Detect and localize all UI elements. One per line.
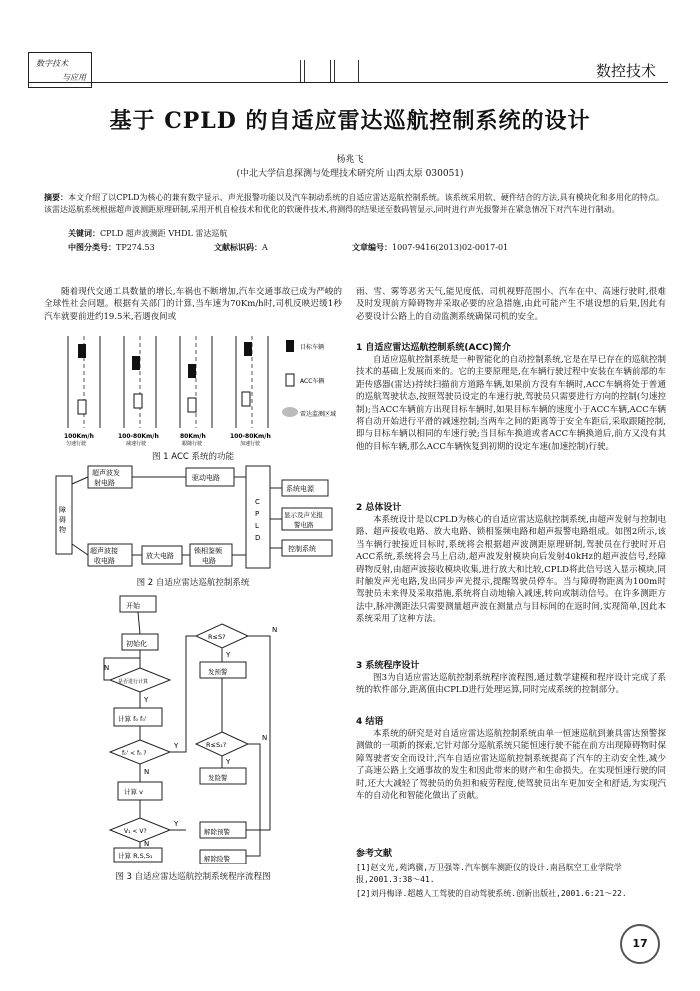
fig2-obstacle-3: 物: [59, 526, 66, 534]
journal-name-line1: 数字技术: [36, 59, 68, 68]
header-rule: [28, 82, 668, 83]
fig1-speed-3: 80Km/h: [180, 433, 206, 440]
abstract-text: 本文介绍了以CPLD为核心的兼有数字显示、声光报警功能以及汽车制动系统的自适应雷达巡航控制系统。该系统采用软、硬件结合的方法,具有模块化和多用化的特点。该雷达巡航系统根据超声波测距原理研制,采用开机自检技术和优化的软硬件技术,将测得的结果送至数码管显示,同时进行声光报警并在紧急情况下对汽车进行制动。: [44, 193, 664, 214]
fig3-yes-4: Y: [226, 651, 231, 659]
fig3-cond-f: f₀' < f₀ ?: [122, 750, 147, 757]
page-number: 17: [620, 924, 660, 964]
fig1-speed-4: 100-80Km/h: [230, 433, 271, 440]
abstract: [44, 192, 664, 215]
fig3-start: 开始: [126, 602, 140, 610]
fig3-cond-receive: 是否进行计算: [118, 679, 149, 685]
sec4-text: 本系统的研究是对自适应雷达巡航控制系统由单一恒速巡航到兼具雷达预警探测做的一项新的探索,它针对部分巡航系统只能恒速行驶不能在前方出现障碍物时保障驾驶者安全而设计,汽车自适应雷达巡航控制系统提高了汽车的主动安全性,减少了高速公路上交通事故的发生和因此带来的财产和生命损失。在实现恒速行驶的同时,还大大减轻了驾驶员的负担和疲劳程度,使驾驶员出车更加安全和舒适,为实现汽车的自动化和智能化做出了贡献。: [356, 729, 666, 802]
fig1-mode-4: 加速行驶: [240, 441, 261, 446]
fig3-no-1: N: [104, 664, 110, 672]
fig1-caption: 图 1 ACC 系统的功能: [151, 452, 235, 462]
fig3-yes-1: Y: [144, 696, 149, 704]
keywords-label: 关键词：: [68, 229, 100, 238]
sec1-heading: 1 自适应雷达巡航控制系统(ACC)简介: [356, 343, 511, 353]
fig3-cond-s1: R≤S?: [208, 633, 226, 641]
fig2-cpld-l: L: [255, 522, 259, 530]
fig2-rx-2: 收电路: [94, 557, 115, 565]
fig3-yes-3: Y: [174, 820, 179, 828]
fig2-tx-1: 超声波发: [92, 469, 120, 477]
keywords: [68, 228, 227, 239]
fig2-drive: 驱动电路: [192, 474, 220, 482]
fig2-display-2: 警电路: [294, 521, 314, 529]
intro-continued: 雨、雪、雾等恶劣天气,能见度低、司机视野范围小、汽车在中、高速行驶时,很难及时发现前方障碍物并采取必要的应急措施,由此可能产生不堪设想的后果,因此有必要设计公路上的自动监测系统确保司机的安全。: [356, 287, 666, 322]
sec3-heading: 3 系统程序设计: [356, 661, 420, 671]
fig3-yes-5: Y: [226, 758, 231, 766]
journal-category: 数控技术: [595, 62, 656, 80]
fig2-obstacle-1: 障: [59, 506, 66, 514]
journal-name-line2: 与应用: [62, 73, 86, 82]
abstract-label: 摘要：: [44, 193, 69, 202]
fig2-obstacle-2: 碍: [59, 516, 66, 524]
fig3-no-3: N: [144, 840, 150, 848]
fig2-caption: 图 2 自适应雷达巡航控制系统: [136, 578, 250, 588]
fig2-power: 系统电源: [286, 485, 314, 493]
fig3-clear-pre: 解除预警: [204, 828, 230, 836]
fig1-legend-target: 目标车辆: [300, 344, 325, 351]
fig2-amp: 放大电路: [146, 552, 174, 560]
clc-number: 中图分类号：TP274.53: [68, 243, 155, 252]
fig3-clear-danger: 解除险警: [204, 855, 230, 863]
fig3-flowchart: [100, 594, 310, 864]
fig2-block-diagram: [54, 464, 344, 572]
fig3-calc-f: 计算 f₀ f₀': [118, 715, 147, 723]
fig2-rx-1: 超声波接: [90, 547, 118, 555]
article-number: 文章编号：1007-9416(2013)02-0017-01: [352, 243, 509, 252]
doc-code: 文献标识码：A: [214, 243, 268, 252]
intro-paragraph: 随着现代交通工具数量的增长,车祸也不断增加,汽车交通事故已成为严峻的全球性社会问题。根据有关部门的计算,当车速为70Km/h时,司机反映迟缓1秒汽车就要前进约19.5米,若遇夜间或: [44, 287, 342, 322]
fig2-tx-2: 射电路: [94, 479, 115, 487]
fig3-no-2: N: [144, 768, 150, 776]
fig3-init: 初始化: [126, 640, 147, 648]
fig3-cond-s2: R≤S₁?: [206, 741, 227, 749]
fig2-cpld-d: D: [255, 534, 261, 542]
fig1-mode-2: 减速行驶: [126, 441, 147, 446]
reference-1: [1]赵文光,苑鸿骥,万卫强等.汽车倒车测距仪的设计.南昌航空工业学院学报,2001.3:38～41.: [356, 863, 622, 884]
author: 杨兆飞: [336, 155, 364, 165]
fig1-mode-1: 匀速行驶: [66, 441, 87, 446]
fig3-danger: 发险警: [208, 774, 228, 782]
fig2-cpld-c: C: [255, 498, 260, 506]
paper-title: 基于 CPLD 的自适应雷达巡航控制系统的设计: [109, 108, 591, 134]
fig1-speed-1: 100Km/h: [64, 433, 94, 440]
fig3-no-4: N: [272, 626, 278, 634]
keywords-text: CPLD 超声波测距 VHDL 雷达巡航: [100, 229, 228, 238]
sec2-text: 本系统设计是以CPLD为核心的自适应雷达巡航控制系统,由超声发射与控制电路、超声接收电路、放大电路、锁相鉴频电路和超声报警电路组成。如图2所示,该当车辆行驶接近目标时,系统将会根据超声波测距原理研制,驾驶员在行驶时开启ACC系统,系统将会马上启动,超声波发射模块向后发射40kHz的超声波信号,经障碍物反射,由超声波接收模块收集,进行放大和比较,CPLD将此信号送入显示模块,同时触发声光电路,发出同步声光提示,提醒驾驶员停车。当与障碍物距离为100m时驾驶员未来得及采取措施,系统将自动地输入减速,转向或制动信号。在许多测距方法中,脉冲测距法只需要测量超声波在测量点与目标间的在返时间,实现简单,因此本系统采用了这种方法。: [356, 515, 666, 625]
fig3-calc-r: 计算 R,S,S₁: [118, 852, 153, 860]
sec4-heading: 4 结语: [356, 717, 384, 727]
fig3-calc-v: 计算 v: [124, 788, 143, 796]
fig3-caption: 图 3 自适应雷达巡航控制系统程序流程图: [115, 872, 271, 882]
fig3-yes-2: Y: [174, 742, 179, 750]
fig2-detect-2: 电路: [202, 557, 216, 565]
affiliation: (中北大学信息探测与处理技术研究所 山西太原 030051): [236, 169, 464, 179]
fig2-cpld-p: P: [255, 510, 260, 518]
sec1-text: 自适应巡航控制系统是一种智能化的自动控制系统,它是在早已存在的巡航控制技术的基础上发展而来的。它的主要原理是,在车辆行驶过程中安装在车辆前部的车距传感器(雷达)持续扫描前方道路车辆,如果前方没有车辆时,ACC车辆将处于普通的巡航驾驶状态,按照驾驶员设定的车速行驶,驾驶员只需要进行方向的控制(匀速控制);当ACC车辆前方出现目标车辆时,如果目标车辆的速度小于ACC车辆,ACC车辆将自动开始进行平滑的减速控制;当两车之间的距离等于安全车距后,采取跟随控制,即与目标车辆以相同的车速行驶;当目标车换道或者ACC车辆换道后,前方又没有其他的目标车辆,那么ACC车辆恢复到初期的设定车速(加速控制)行驶。: [356, 355, 666, 452]
header-bars: [300, 60, 360, 82]
fig3-alarm: 发预警: [208, 668, 228, 676]
fig3-no-5: N: [262, 734, 268, 742]
sec2-heading: 2 总体设计: [356, 503, 402, 513]
fig2-detect-1: 锁相鉴频: [194, 547, 222, 555]
fig1-legend-radar: 雷达监测区域: [300, 411, 337, 418]
fig2-ctrl: 控制系统: [288, 545, 316, 553]
sec3-text: 图3为自适应雷达巡航控制系统程序流程图,通过数学建模和程序设计完成了系统的软件部分,距离值由CPLD进行处理运算,同时完成系统的控制部分。: [356, 673, 666, 696]
fig2-display-1: 显示及声光报: [284, 511, 323, 519]
fig1-mode-3: 跟随行驶: [182, 441, 203, 446]
references-heading: 参考文献: [356, 849, 393, 859]
fig3-cond-v: V₁ < V?: [124, 828, 147, 835]
fig1-speed-2: 100-80Km/h: [118, 433, 159, 440]
fig1-legend-acc: ACC车辆: [300, 378, 325, 385]
fig1-acc-diagram: [64, 334, 348, 446]
reference-2: [2]刘丹梅译.超越人工驾驶的自动驾驶系统.创新出版社,2001.6:21～22.: [356, 889, 627, 898]
